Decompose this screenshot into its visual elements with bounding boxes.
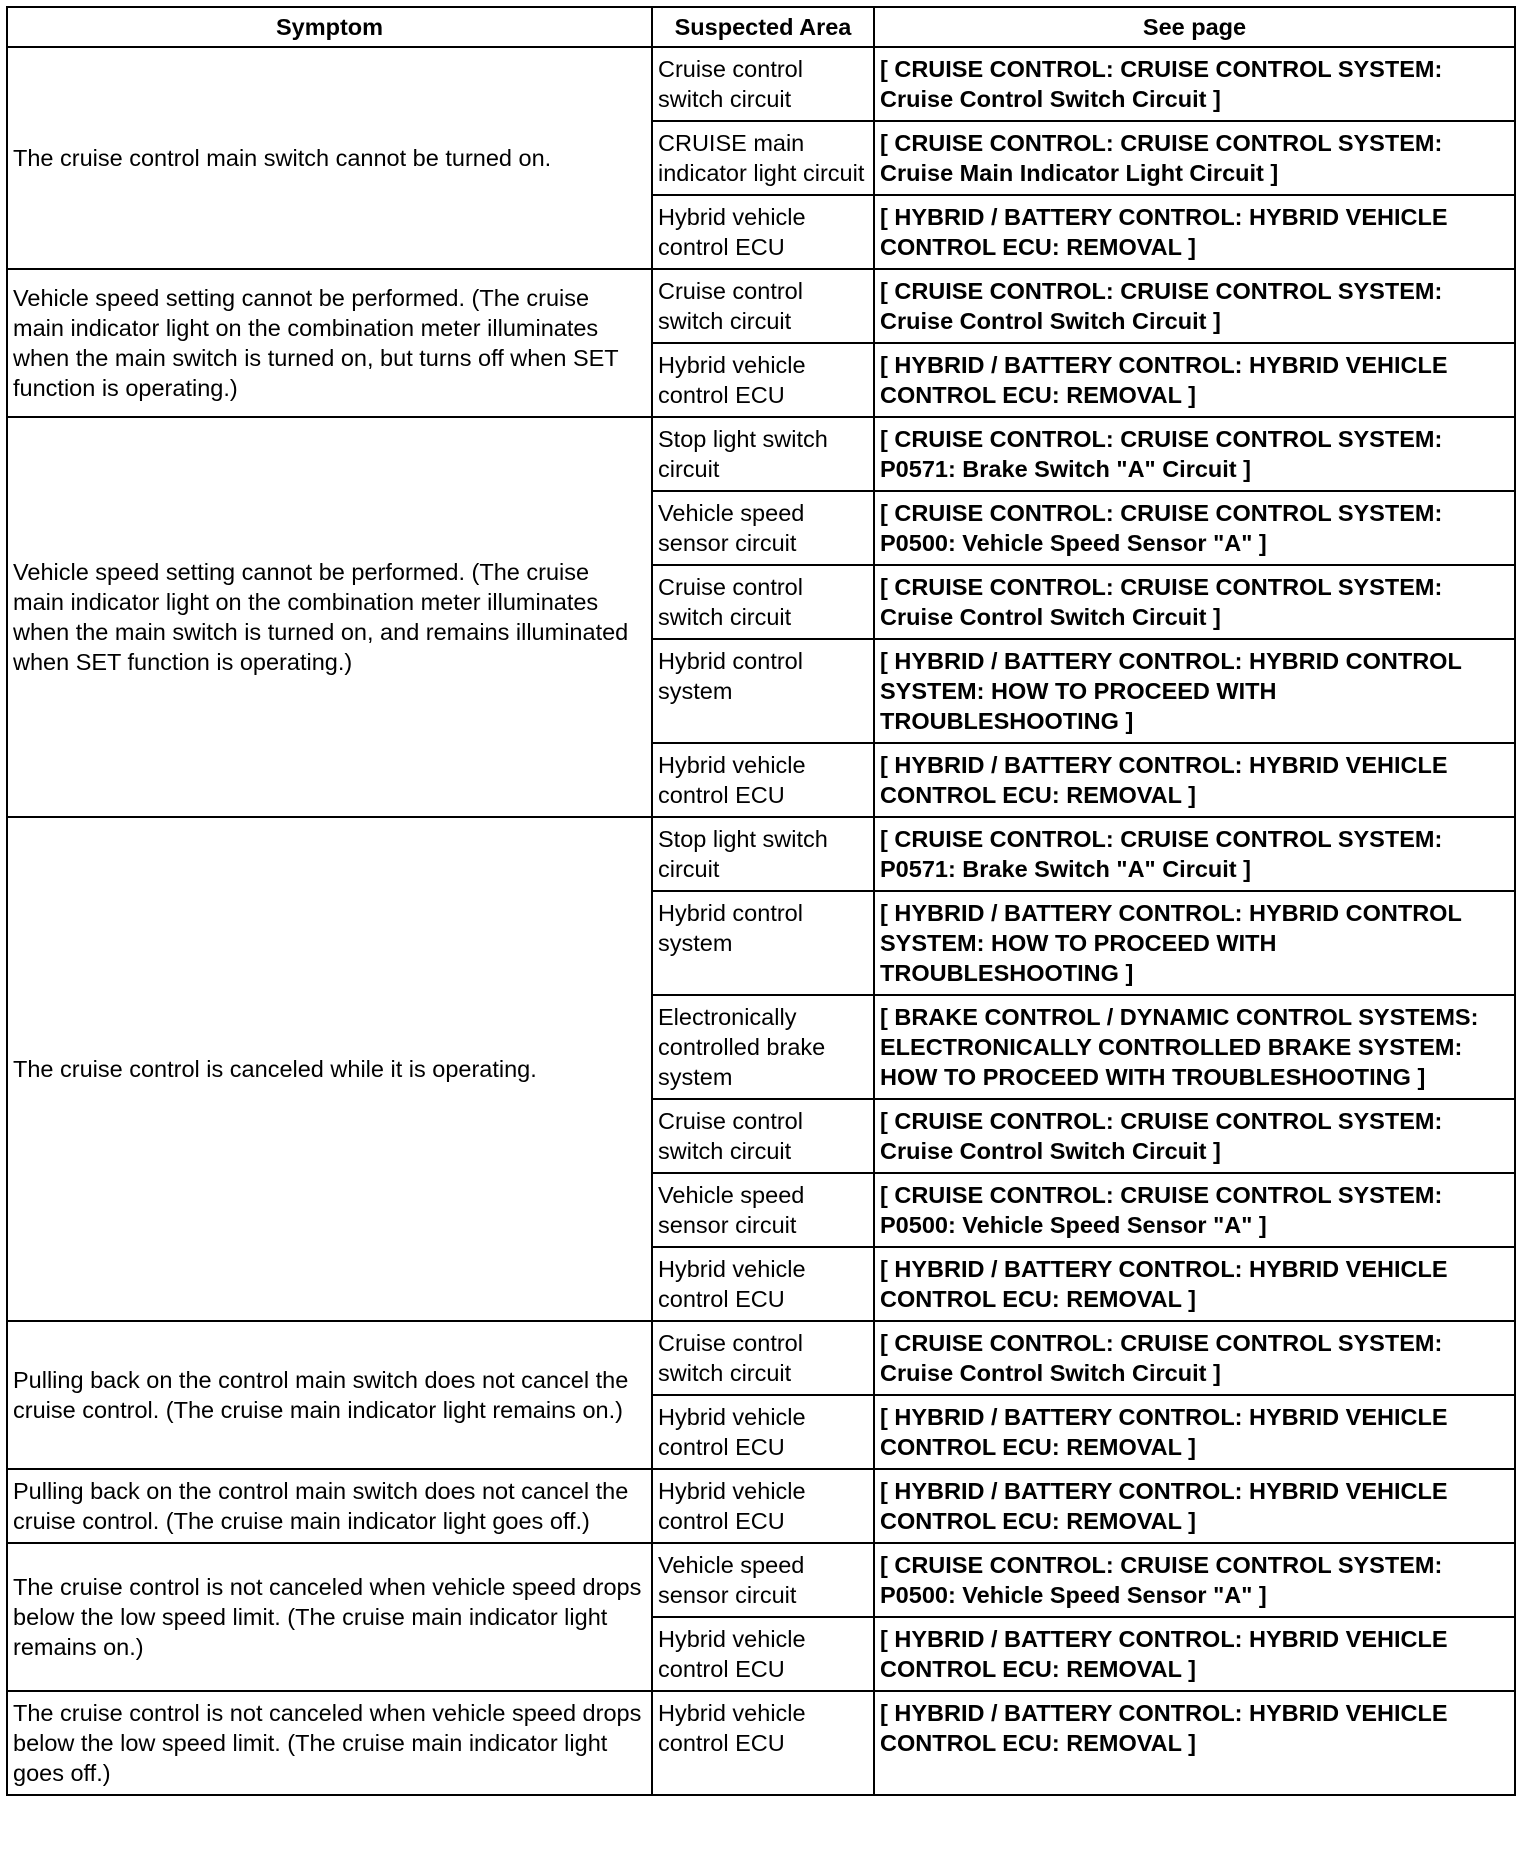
table-row xyxy=(7,1321,1515,1395)
suspected-area-cell: Hybrid control system xyxy=(652,639,874,743)
suspected-area-cell: Stop light switch circuit xyxy=(652,817,874,891)
suspected-area-cell: Cruise control switch circuit xyxy=(652,565,874,639)
table-header xyxy=(7,7,1515,47)
table-row xyxy=(7,417,1515,491)
symptom-cell: Pulling back on the control main switch does not cancel the cruise control. (The cruise main indicator light goes off.) xyxy=(7,1469,652,1543)
troubleshooting-table xyxy=(6,6,1516,1796)
see-page-link[interactable]: [ CRUISE CONTROL: CRUISE CONTROL SYSTEM: P0500: Vehicle Speed Sensor "A" ] xyxy=(874,491,1515,565)
see-page-link[interactable]: [ HYBRID / BATTERY CONTROL: HYBRID VEHICLE CONTROL ECU: REMOVAL ] xyxy=(874,743,1515,817)
suspected-area-cell: Vehicle speed sensor circuit xyxy=(652,1543,874,1617)
symptom-cell: Vehicle speed setting cannot be performed. (The cruise main indicator light on the combination meter illuminates when the main switch is turned on, and remains illuminated when SET function is operating.) xyxy=(7,417,652,817)
see-page-link[interactable]: [ HYBRID / BATTERY CONTROL: HYBRID CONTROL SYSTEM: HOW TO PROCEED WITH TROUBLESHOOTING ] xyxy=(874,639,1515,743)
suspected-area-cell: Hybrid control system xyxy=(652,891,874,995)
suspected-area-cell: Hybrid vehicle control ECU xyxy=(652,195,874,269)
table-row xyxy=(7,1543,1515,1617)
suspected-area-cell: Cruise control switch circuit xyxy=(652,269,874,343)
suspected-area-cell: Vehicle speed sensor circuit xyxy=(652,491,874,565)
see-page-link[interactable]: [ HYBRID / BATTERY CONTROL: HYBRID CONTROL SYSTEM: HOW TO PROCEED WITH TROUBLESHOOTING ] xyxy=(874,891,1515,995)
see-page-link[interactable]: [ CRUISE CONTROL: CRUISE CONTROL SYSTEM: P0571: Brake Switch "A" Circuit ] xyxy=(874,417,1515,491)
see-page-link[interactable]: [ HYBRID / BATTERY CONTROL: HYBRID VEHICLE CONTROL ECU: REMOVAL ] xyxy=(874,195,1515,269)
table-row xyxy=(7,47,1515,121)
suspected-area-cell: Hybrid vehicle control ECU xyxy=(652,343,874,417)
table-body xyxy=(7,47,1515,1795)
symptom-cell: Vehicle speed setting cannot be performed. (The cruise main indicator light on the combination meter illuminates when the main switch is turned on, but turns off when SET function is operating.) xyxy=(7,269,652,417)
symptom-cell: The cruise control main switch cannot be turned on. xyxy=(7,47,652,269)
see-page-link[interactable]: [ CRUISE CONTROL: CRUISE CONTROL SYSTEM: Cruise Control Switch Circuit ] xyxy=(874,269,1515,343)
see-page-link[interactable]: [ CRUISE CONTROL: CRUISE CONTROL SYSTEM: P0571: Brake Switch "A" Circuit ] xyxy=(874,817,1515,891)
see-page-link[interactable]: [ BRAKE CONTROL / DYNAMIC CONTROL SYSTEMS: ELECTRONICALLY CONTROLLED BRAKE SYSTEM: HOW TO PROCEED WITH TROUBLESHOOTING ] xyxy=(874,995,1515,1099)
column-header-symptom: Symptom xyxy=(7,7,652,47)
suspected-area-cell: Hybrid vehicle control ECU xyxy=(652,1691,874,1795)
suspected-area-cell: Hybrid vehicle control ECU xyxy=(652,1247,874,1321)
see-page-link[interactable]: [ CRUISE CONTROL: CRUISE CONTROL SYSTEM: P0500: Vehicle Speed Sensor "A" ] xyxy=(874,1173,1515,1247)
column-header-suspected-area: Suspected Area xyxy=(652,7,874,47)
suspected-area-cell: Cruise control switch circuit xyxy=(652,1321,874,1395)
table-row xyxy=(7,1691,1515,1795)
symptom-cell: The cruise control is not canceled when vehicle speed drops below the low speed limit. (The cruise main indicator light goes off.) xyxy=(7,1691,652,1795)
symptom-cell: Pulling back on the control main switch does not cancel the cruise control. (The cruise main indicator light remains on.) xyxy=(7,1321,652,1469)
suspected-area-cell: Hybrid vehicle control ECU xyxy=(652,1469,874,1543)
suspected-area-cell: CRUISE main indicator light circuit xyxy=(652,121,874,195)
see-page-link[interactable]: [ CRUISE CONTROL: CRUISE CONTROL SYSTEM: Cruise Main Indicator Light Circuit ] xyxy=(874,121,1515,195)
see-page-link[interactable]: [ HYBRID / BATTERY CONTROL: HYBRID VEHICLE CONTROL ECU: REMOVAL ] xyxy=(874,1691,1515,1795)
suspected-area-cell: Electronically controlled brake system xyxy=(652,995,874,1099)
suspected-area-cell: Cruise control switch circuit xyxy=(652,47,874,121)
see-page-link[interactable]: [ HYBRID / BATTERY CONTROL: HYBRID VEHICLE CONTROL ECU: REMOVAL ] xyxy=(874,343,1515,417)
see-page-link[interactable]: [ CRUISE CONTROL: CRUISE CONTROL SYSTEM: Cruise Control Switch Circuit ] xyxy=(874,1321,1515,1395)
suspected-area-cell: Hybrid vehicle control ECU xyxy=(652,743,874,817)
see-page-link[interactable]: [ CRUISE CONTROL: CRUISE CONTROL SYSTEM: P0500: Vehicle Speed Sensor "A" ] xyxy=(874,1543,1515,1617)
suspected-area-cell: Hybrid vehicle control ECU xyxy=(652,1395,874,1469)
suspected-area-cell: Hybrid vehicle control ECU xyxy=(652,1617,874,1691)
table-row xyxy=(7,269,1515,343)
symptom-cell: The cruise control is canceled while it is operating. xyxy=(7,817,652,1321)
column-header-see-page: See page xyxy=(874,7,1515,47)
see-page-link[interactable]: [ CRUISE CONTROL: CRUISE CONTROL SYSTEM: Cruise Control Switch Circuit ] xyxy=(874,1099,1515,1173)
suspected-area-cell: Vehicle speed sensor circuit xyxy=(652,1173,874,1247)
see-page-link[interactable]: [ HYBRID / BATTERY CONTROL: HYBRID VEHICLE CONTROL ECU: REMOVAL ] xyxy=(874,1247,1515,1321)
header-row xyxy=(7,7,1515,47)
table-row xyxy=(7,1469,1515,1543)
suspected-area-cell: Cruise control switch circuit xyxy=(652,1099,874,1173)
table-row xyxy=(7,817,1515,891)
suspected-area-cell: Stop light switch circuit xyxy=(652,417,874,491)
see-page-link[interactable]: [ HYBRID / BATTERY CONTROL: HYBRID VEHICLE CONTROL ECU: REMOVAL ] xyxy=(874,1617,1515,1691)
see-page-link[interactable]: [ HYBRID / BATTERY CONTROL: HYBRID VEHICLE CONTROL ECU: REMOVAL ] xyxy=(874,1395,1515,1469)
see-page-link[interactable]: [ CRUISE CONTROL: CRUISE CONTROL SYSTEM: Cruise Control Switch Circuit ] xyxy=(874,565,1515,639)
see-page-link[interactable]: [ CRUISE CONTROL: CRUISE CONTROL SYSTEM: Cruise Control Switch Circuit ] xyxy=(874,47,1515,121)
see-page-link[interactable]: [ HYBRID / BATTERY CONTROL: HYBRID VEHICLE CONTROL ECU: REMOVAL ] xyxy=(874,1469,1515,1543)
symptom-cell: The cruise control is not canceled when vehicle speed drops below the low speed limit. (The cruise main indicator light remains on.) xyxy=(7,1543,652,1691)
